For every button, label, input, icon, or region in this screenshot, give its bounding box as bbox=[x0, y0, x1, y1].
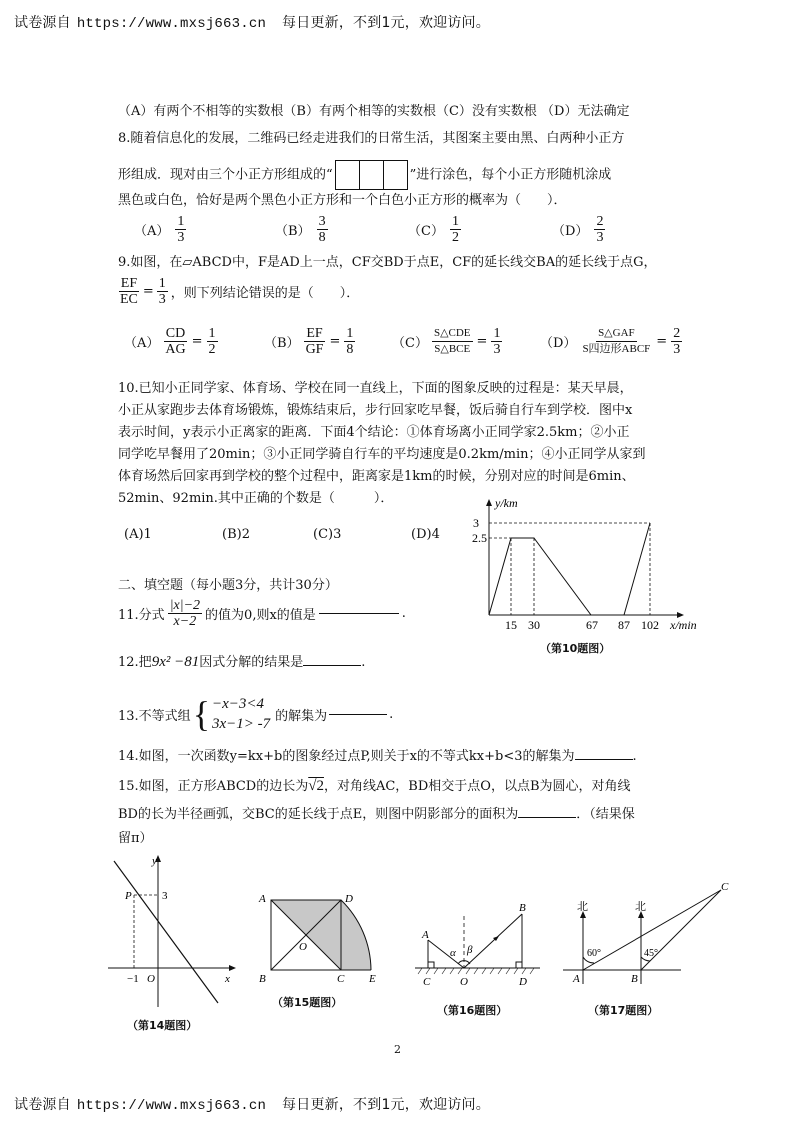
q10-line6: 52min、92min.其中正确的个数是（ ）． bbox=[118, 491, 394, 506]
y-arrow-icon bbox=[486, 499, 492, 506]
svg-text:−1: −1 bbox=[127, 973, 139, 985]
svg-text:87: 87 bbox=[618, 618, 630, 632]
svg-text:3: 3 bbox=[473, 516, 479, 530]
page-number: 2 bbox=[394, 1043, 401, 1056]
q10-line1: 10.已知小正同学家、体育场、学校在同一直线上，下面的图象反映的过程是：某天早晨， bbox=[118, 381, 633, 396]
svg-text:45°: 45° bbox=[644, 948, 658, 959]
svg-text:北: 北 bbox=[577, 900, 588, 913]
y-axis-label: y/km bbox=[495, 496, 518, 510]
banner-slogan: 每日更新，不到1元，欢迎访问。 bbox=[282, 15, 490, 31]
q10-option-d: (D)4 bbox=[411, 527, 440, 542]
fig15-caption: （第15题图） bbox=[272, 996, 343, 1009]
q11: 11.分式 $\frac{|x|-2}{x-2}$ 的值为0,则x的值是 . bbox=[118, 598, 406, 629]
q10-option-c: (C)3 bbox=[313, 527, 342, 542]
q10-line4: 同学吃早餐用了20min；③小正同学骑自行车的平均速度是0.2km/min；④小正同学从家到 bbox=[118, 447, 646, 462]
q8-line1: 8.随着信息化的发展，二维码已经走进我们的日常生活，其图案主要由黑、白两种小正方 bbox=[118, 131, 625, 146]
fig14-linear-function bbox=[105, 852, 255, 1012]
q15-answer-blank[interactable] bbox=[518, 817, 576, 818]
q14-answer-blank[interactable] bbox=[575, 759, 633, 760]
svg-text:D: D bbox=[345, 893, 353, 905]
svg-text:O: O bbox=[299, 941, 307, 953]
q15-line3: 留π） bbox=[118, 831, 153, 846]
svg-text:y: y bbox=[152, 855, 157, 867]
fig16-reflection bbox=[410, 896, 550, 991]
x-arrow-icon bbox=[229, 965, 236, 971]
q8-option-a: （A） $\frac{1}{3}$ bbox=[134, 214, 185, 245]
svg-text:B: B bbox=[519, 902, 526, 914]
svg-text:C: C bbox=[337, 973, 345, 985]
fig15-square-arc bbox=[255, 892, 395, 987]
q8-line3: 黑色或白色，恰好是两个黑色小正方形和一个白色小正方形的概率为（ ）． bbox=[118, 193, 567, 208]
q15-line1: 15.如图，正方形ABCD的边长为√2，对角线AC，BD相交于点O，以点B为圆心，对角线 bbox=[118, 778, 631, 794]
q12-answer-blank[interactable] bbox=[303, 665, 361, 666]
svg-text:β: β bbox=[467, 944, 473, 956]
svg-text:C: C bbox=[423, 976, 431, 988]
x-axis-label: x/min bbox=[670, 618, 697, 632]
q11-answer-blank[interactable] bbox=[319, 613, 399, 614]
svg-text:3: 3 bbox=[162, 890, 168, 902]
bottom-banner bbox=[14, 1094, 490, 1114]
q10-line5: 体育场然后回家再到学校的整个过程中，距离家是1km的时候，分别对应的时间是6min、 bbox=[118, 469, 635, 484]
q9-option-b: （B） $\frac{EF}{GF}$ = $\frac{1}{8}$ bbox=[264, 326, 354, 357]
svg-text:O: O bbox=[460, 976, 468, 988]
fig14-caption: （第14题图） bbox=[127, 1019, 198, 1032]
three-squares-figure bbox=[335, 160, 408, 190]
q10-option-b: (B)2 bbox=[222, 527, 250, 542]
svg-text:A: A bbox=[573, 973, 580, 985]
svg-text:A: A bbox=[259, 893, 266, 905]
q7-options: （A）有两个不相等的实数根（B）有两个相等的实数根（C）没有实数根 （D）无法确定 bbox=[118, 104, 630, 119]
section-2-title: 二、填空题（每小题3分，共计30分） bbox=[118, 578, 338, 593]
line-series bbox=[489, 523, 650, 615]
q8-option-d: （D） $\frac{2}{3}$ bbox=[552, 214, 604, 245]
svg-text:x: x bbox=[225, 973, 230, 985]
q14: 14.如图，一次函数y=kx+b的图象经过点P,则关于x的不等式kx+b<3的解集为 . bbox=[118, 749, 637, 764]
svg-text:P: P bbox=[125, 890, 132, 902]
banner-url[interactable]: https://www.mxsj663.cn bbox=[76, 1098, 267, 1114]
svg-text:A: A bbox=[422, 929, 429, 941]
banner-url[interactable]: https://www.mxsj663.cn bbox=[76, 16, 267, 32]
q10-figure-caption: （第10题图） bbox=[540, 642, 611, 655]
banner-slogan: 每日更新，不到1元，欢迎访问。 bbox=[282, 1097, 490, 1113]
svg-text:E: E bbox=[369, 973, 376, 985]
q8-option-c: （C） $\frac{1}{2}$ bbox=[408, 214, 459, 245]
banner-source: 试卷源自 bbox=[14, 1097, 71, 1113]
svg-text:C: C bbox=[721, 881, 729, 893]
shaded-sector bbox=[341, 900, 371, 970]
svg-text:60°: 60° bbox=[587, 948, 601, 959]
svg-text:B: B bbox=[259, 973, 266, 985]
banner-source: 试卷源自 bbox=[14, 15, 71, 31]
q13-answer-blank[interactable] bbox=[329, 714, 387, 715]
svg-text:67: 67 bbox=[586, 618, 598, 632]
q15-line2: BD的长为半径画弧，交BC的延长线于点E，则图中阴影部分的面积为 ．（结果保 bbox=[118, 807, 635, 822]
q9-line1: 9.如图，在▱ABCD中，F是AD上一点，CF交BD于点E，CF的延长线交BA的延长线于点G， bbox=[118, 255, 657, 270]
q12: 12.把9x² −81因式分解的结果是 . bbox=[118, 654, 366, 670]
q9-option-d: （D） $\frac{\text{S△GAF}}{\text{S四边形ABCF}}$ = $\frac{2}{3}$ bbox=[540, 326, 681, 357]
q9-option-a: （A） $\frac{CD}{AG}$ = $\frac{1}{2}$ bbox=[124, 326, 216, 357]
q9-option-c: （C） $\frac{\text{S△CDE}}{\text{S△BCE}}$ = $\frac{1}{3}$ bbox=[392, 326, 501, 357]
q9-condition: $\frac{EF}{EC}$ = $\frac{1}{3}$ ，则下列结论错误的是（ ）． bbox=[120, 276, 360, 307]
svg-text:D: D bbox=[519, 976, 527, 988]
svg-text:102: 102 bbox=[641, 618, 659, 632]
fig17-bearing bbox=[555, 876, 755, 991]
svg-text:2.5: 2.5 bbox=[472, 531, 487, 545]
svg-text:O: O bbox=[147, 973, 155, 985]
q10-distance-time-chart bbox=[460, 495, 720, 635]
q10-line2: 小正从家跑步去体育场锻炼，锻炼结束后，步行回家吃早餐，饭后骑自行车到学校．图中x bbox=[118, 403, 633, 418]
top-banner bbox=[14, 12, 490, 32]
q8-line2: 形组成．现对由三个小正方形组成的“ ”进行涂色，每个小正方形随机涂成 bbox=[118, 160, 611, 190]
q13: 13.不等式组 { −x−3<4 3x−1> -7 的解集为 . bbox=[118, 694, 394, 734]
svg-text:30: 30 bbox=[528, 618, 540, 632]
fig16-caption: （第16题图） bbox=[437, 1004, 508, 1017]
svg-text:B: B bbox=[631, 973, 638, 985]
q10-option-a: (A)1 bbox=[124, 527, 152, 542]
q8-option-b: （B） $\frac{3}{8}$ bbox=[275, 214, 326, 245]
fig17-caption: （第17题图） bbox=[588, 1004, 659, 1017]
svg-text:北: 北 bbox=[635, 900, 646, 913]
svg-text:α: α bbox=[450, 947, 456, 959]
svg-text:15: 15 bbox=[505, 618, 517, 632]
q10-line3: 表示时间，y表示小正离家的距离．下面4个结论：①体育场离小正同学家2.5km；②小正 bbox=[118, 425, 630, 440]
